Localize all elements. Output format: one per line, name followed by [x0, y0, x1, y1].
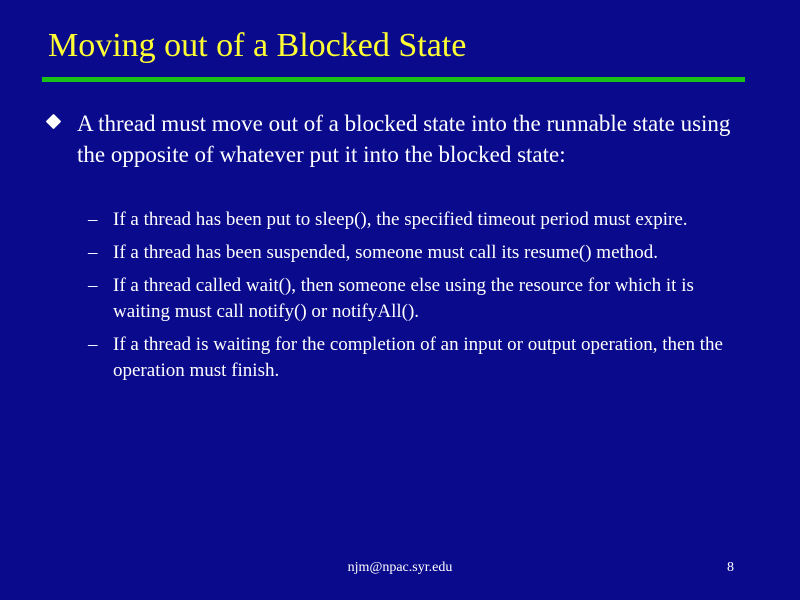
- dash-marker: –: [88, 275, 98, 296]
- sub-bullet-text: If a thread called wait(), then someone else using the resource for which it is waiting must call notify() or notifyAll().: [113, 275, 694, 322]
- sub-bullet-item: [88, 207, 738, 233]
- dash-marker: –: [88, 334, 98, 355]
- sub-bullet-item: [88, 332, 738, 384]
- main-bullet-text: A thread must move out of a blocked state into the runnable state using the opposite of whatever put it into the blocked state:: [77, 111, 731, 167]
- sub-bullet-item: [88, 273, 738, 325]
- footer-email: njm@npac.syr.edu: [347, 560, 453, 575]
- sub-bullet-item: [88, 240, 738, 266]
- title-underline: [42, 77, 745, 82]
- sub-bullet-text: If a thread is waiting for the completion of an input or output operation, then the operation must finish.: [113, 334, 723, 381]
- dash-marker: –: [88, 209, 98, 230]
- page-number: 8: [727, 560, 734, 575]
- sub-bullet-list: [88, 207, 738, 391]
- slide-title: Moving out of a Blocked State: [48, 27, 467, 64]
- sub-bullet-text: If a thread has been put to sleep(), the specified timeout period must expire.: [113, 209, 688, 230]
- dash-marker: –: [88, 242, 98, 263]
- sub-bullet-text: If a thread has been suspended, someone must call its resume() method.: [113, 242, 659, 263]
- diamond-bullet-icon: [46, 114, 62, 130]
